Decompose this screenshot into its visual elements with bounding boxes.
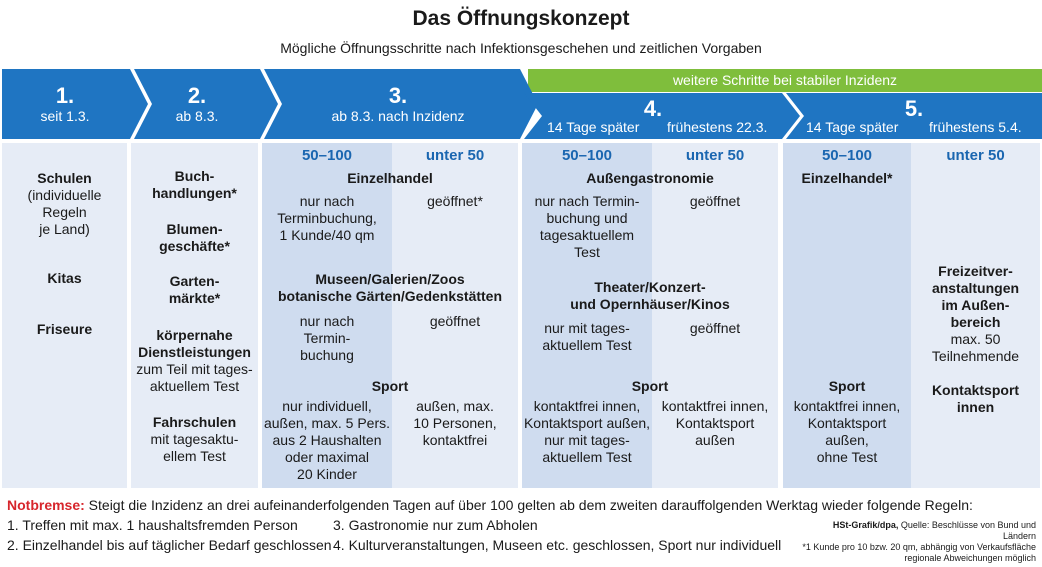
notbremse-text: Steigt die Inzidenz an drei aufeinanderfolgenden Tagen auf über 100 gelten ab dem zweiten darauffolgenden Werktag wieder folgende Regeln: [84,497,973,513]
source-credit [800,520,1036,564]
col3-header-50-100: 50–100 [301,147,353,164]
col5-kontaktsport-innen: Kontaktsport innen [931,382,1020,415]
step-4-number: 4. [643,96,663,121]
col4-aussen-50-100: nur nach Termin- buchung und tagesaktuellem Test [534,193,640,260]
col5-einzelhandel-heading: Einzelhandel* [801,170,893,186]
step-3-number: 3. [388,83,408,108]
source-agency: HSt-Grafik/dpa, [832,520,899,530]
col4-sport-50-100: kontaktfrei innen, Kontaktsport außen, nur mit tages- aktuellem Test [523,398,651,465]
col3-museen-50-100: nur nach Termin- buchung [299,313,355,363]
step-2-label: ab 8.3. [175,108,219,124]
col5-sport: Sport kontaktfrei innen, Kontaktsport außen, ohne Test [793,378,901,465]
col4-header-unter50: unter 50 [685,147,745,164]
col2-koerpernahe: körpernahe Dienstleistungen zum Teil mit tages- aktuellem Test [136,327,253,394]
friseure-label: Friseure [36,321,93,337]
rule-4: 4. Kulturveranstaltungen, Museen etc. geschlossen, Sport nur individuell [333,537,782,553]
col2-gartenmaerkte: Garten- märkte* [168,273,221,306]
step-5-number: 5. [904,96,924,121]
col3-einzelhandel-unter50: geöffnet* [427,193,483,209]
col3-sport-unter50: außen, max. 10 Personen, kontaktfrei [413,398,497,448]
step-4-right-label: frühestens 22.3. [667,119,768,135]
col4-sport-heading: Sport [631,378,669,394]
col4-theater-unter50: geöffnet [689,320,741,336]
col3-museen-heading: Museen/Galerien/Zoos botanische Gärten/Gedenkstätten [277,271,503,304]
col5-header-unter50: unter 50 [946,147,1005,164]
col3-sport-50-100: nur individuell, außen, max. 5 Pers. aus 2 Haushalten oder maximal 20 Kinder [263,398,391,482]
col3-einzelhandel-heading: Einzelhandel [347,170,433,186]
col2-blumengeschaefte: Blumen- geschäfte* [159,221,230,254]
step-1-label: seit 1.3. [40,108,90,124]
col4-aussen-unter50: geöffnet [689,193,741,209]
col5-freizeitveranstaltungen: Freizeitver- anstaltungen im Außen- bereich max. 50 Teilnehmende [931,263,1020,364]
rule-3: 3. Gastronomie nur zum Abholen [333,517,538,533]
col5-header-50-100: 50–100 [821,147,873,164]
col3-sport-heading: Sport [371,378,409,394]
source-text: Quelle: Beschlüsse von Bund und Ländern [898,520,1036,541]
notbremse-line [7,497,973,513]
notbremse-label: Notbremse: [7,497,85,513]
rule-2: 2. Einzelhandel bis auf täglicher Bedarf geschlossen [7,537,332,553]
step-4-left-label: 14 Tage später [547,119,640,135]
col4-header-50-100: 50–100 [561,147,613,164]
green-banner: weitere Schritte bei stabiler Inzidenz [528,69,1042,92]
col4-theater-heading: Theater/Konzert- und Opernhäuser/Kinos [570,279,730,312]
col1-content: Schulen (individuelle Regeln je Land) [2,170,127,238]
col2-buchhandlungen: Buch- handlungen* [152,168,237,201]
rule-1: 1. Treffen mit max. 1 haushaltsfremden Person [7,517,298,533]
col3-museen-unter50: geöffnet [429,313,481,329]
page-title: Das Öffnungskonzept [412,7,630,30]
col4-sport-unter50: kontaktfrei innen, Kontaktsport außen [661,398,769,448]
footnote-2: regionale Abweichungen möglich [904,553,1036,563]
step-5-left-label: 14 Tage später [806,119,899,135]
col3-einzelhandel-50-100: nur nach Terminbuchung, 1 Kunde/40 qm [277,193,377,243]
step-1-number: 1. [55,83,75,108]
col3-header-unter50: unter 50 [425,147,485,164]
kitas-label: Kitas [47,270,82,286]
step-5-right-label: frühestens 5.4. [929,119,1022,135]
step-2-number: 2. [187,83,207,108]
step-3-label: ab 8.3. nach Inzidenz [331,108,465,124]
page-subtitle: Mögliche Öffnungsschritte nach Infektionsgeschehen und zeitlichen Vorgaben [280,40,762,56]
col4-theater-50-100: nur mit tages- aktuellem Test [542,320,632,353]
schulen-label: Schulen [37,170,92,186]
col2-fahrschulen: Fahrschulen mit tagesaktu- ellem Test [150,414,239,464]
footnote-1: *1 Kunde pro 10 bzw. 20 qm, abhängig von Verkaufsfläche [802,542,1036,552]
col4-aussengastronomie-heading: Außengastronomie [586,170,714,186]
